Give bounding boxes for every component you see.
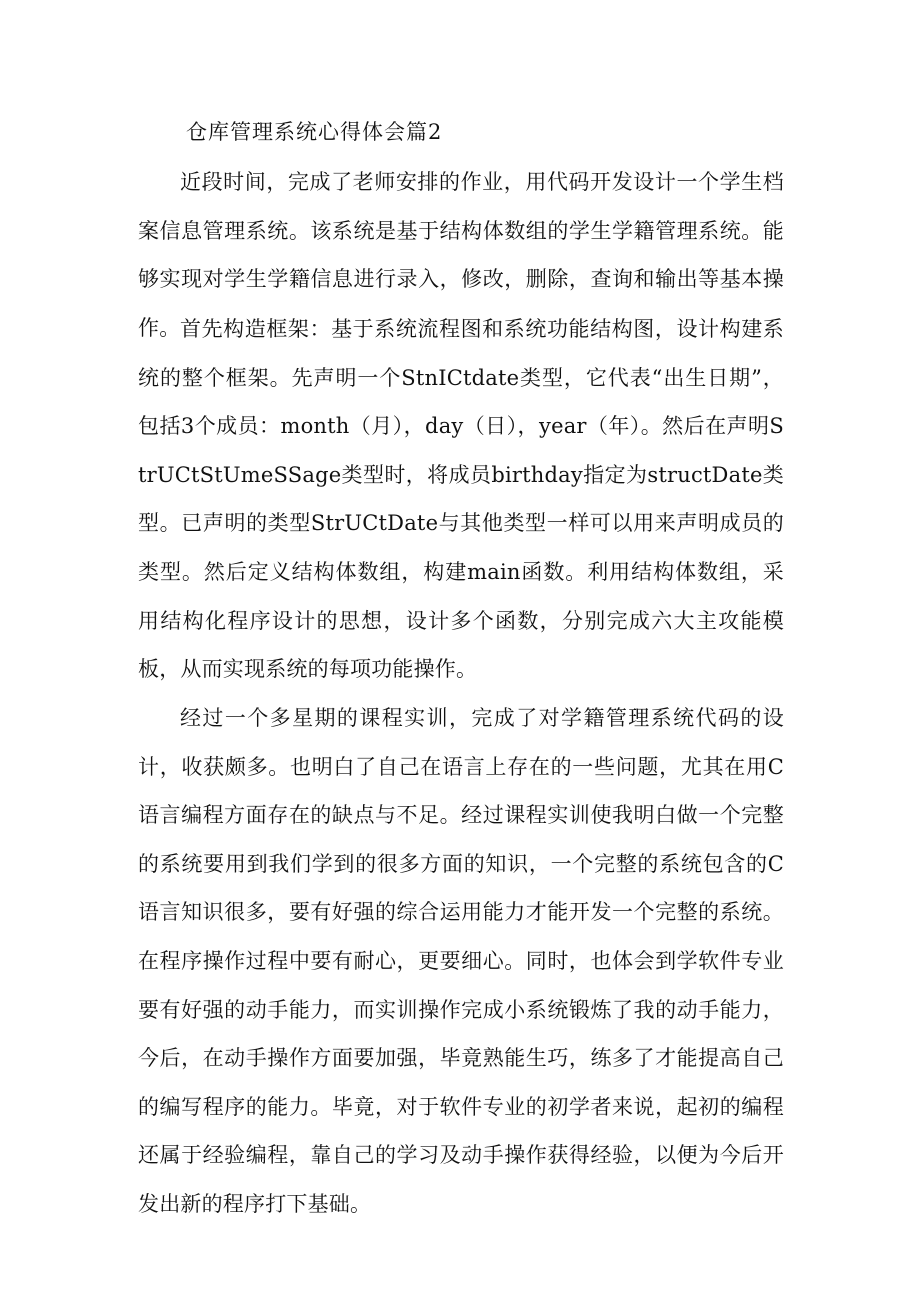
paragraph-framework: 首先构造框架：基于系统流程图和系统功能结构图，设计构建系统的整个框架。先声明一个StnICtdate类型，它代表“出生日期”，包括3个成员：month（月），day（日），year（年）。然后在声明StrUCtStUmeSSage类型时，将成员birthday指定为structDate类型。已声明的类型StrUCtDate与其他类型一样可以用来声明成员的类型。然后定义结构体数组，构建main函数。利用结构体数组，采用结构化程序设计的思想，设计多个函数，分别完成六大主攻能模板，从而实现系统的每项功能操作。 [138, 317, 784, 682]
document-title: 仓库管理系统心得体会篇2 [186, 120, 443, 144]
paragraph-intro: 近段时间，完成了老师安排的作业，用代码开发设计一个学生档案信息管理系统。该系统是基于结构体数组的学生学籍管理系统。能够实现对学生学籍信息进行录入，修改，删除，查询和输出等基本操作。 [138, 170, 784, 340]
paragraph-reflection: 经过一个多星期的课程实训，完成了对学籍管理系统代码的设计，收获颇多。也明白了自己在语言上存在的一些问题，尤其在用C语言编程方面存在的缺点与不足。经过课程实训使我明白做一个完整的系统要用到我们学到的很多方面的知识，一个完整的系统包含的C语言知识很多，要有好强的综合运用能力才能开发一个完整的系统。在程序操作过程中要有耐心，更要细心。同时，也体会到学软件专业要有好强的动手能力，而实训操作完成小系统锻炼了我的动手能力，今后，在动手操作方面要加强，毕竟熟能生巧，练多了才能提高自己的编写程序的能力。毕竟，对于软件专业的初学者来说，起初的编程还属于经验编程，靠自己的学习及动手操作获得经验，以便为今后开发出新的程序打下基础。 [138, 706, 784, 1216]
